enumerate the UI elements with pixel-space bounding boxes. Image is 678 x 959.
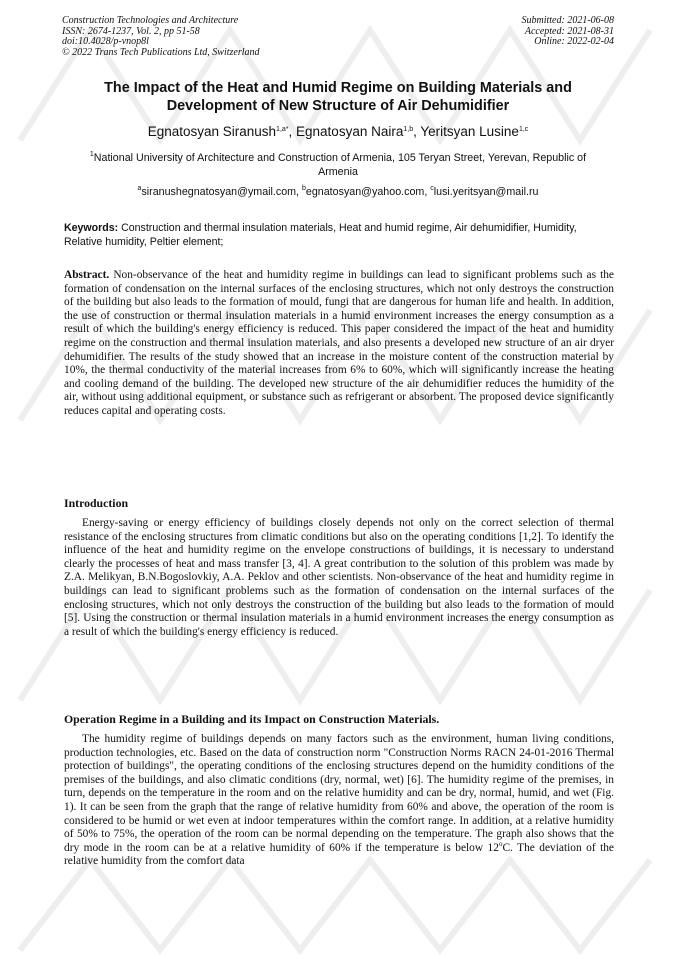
abstract <box>64 269 614 419</box>
author-affiliation-mark: 1,b <box>403 126 414 133</box>
abstract-label: Abstract. <box>64 269 110 281</box>
online-date: Online: 2022-02-04 <box>534 36 614 47</box>
section-heading-introduction: Introduction <box>64 496 129 510</box>
author-affiliation-mark: 1,a* <box>276 126 289 133</box>
author-list <box>62 124 614 140</box>
author-name: Yeritsyan Lusine <box>420 124 519 139</box>
copyright: © 2022 Trans Tech Publications Ltd, Switzerland <box>62 46 260 58</box>
section-heading-operation-regime: Operation Regime in a Building and its Impact on Construction Materials. <box>64 712 440 726</box>
accepted-date: Accepted: 2021-08-31 <box>524 25 614 37</box>
author-emails <box>62 185 614 199</box>
author-affiliation-mark: 1,c <box>518 126 529 133</box>
author-separator: , <box>413 124 421 139</box>
email-separator: , <box>296 186 302 198</box>
email-mark: a <box>137 185 142 192</box>
email-mark: c <box>430 185 434 192</box>
author-name: Egnatosyan Siranush <box>147 124 277 139</box>
degree-sign: o <box>498 839 503 848</box>
email-link[interactable]: egnatosyan@yahoo.com <box>305 186 425 198</box>
keywords-text: Construction and thermal insulation materials, Heat and humid regime, Air dehumidifier, Humidity, Relative humidity, Peltier element; <box>64 222 577 248</box>
affiliation <box>72 151 604 179</box>
abstract-text: Non-observance of the heat and humidity regime in buildings can lead to significant problems such as the formation of condensation on the internal surfaces of the enclosing structures, which not only destroys the construction of the building but also leads to the formation of mould, fungi that are dangerous for human life and health. In addition, the use of construction or thermal insulation materials in a humid environment increases the energy consumption as a result of which the building's energy efficiency is reduced. This paper considered the impact of the heat and humidity regime on the construction and thermal insulation materials, and also presents a developed new structure of an air dryer dehumidifier. The results of the study showed that an increase in the moisture content of the construction material by 10%, the thermal conductivity of the material increases from 6% to 60%, which will significantly increase the heating and cooling demand of the building. The developed new structure of the air dehumidifier reduces the humidity of the air, without using additional equipment, or substance such as refrigerant or absorbent. The proposed device significantly reduces capital and operating costs. <box>64 269 614 417</box>
publication-dates <box>522 16 615 48</box>
operation-text-part1: The humidity regime of buildings depends on many factors such as the environment, human living conditions, production technologies, etc. Based on the data of construction norm "Construction Norms RACN 24-01-2016 Thermal protection of buildings", the operating conditions of the enclosing structures depend on the humidity conditions of the premises of the buildings, and also climatic conditions (dry, normal, wet) [6]. The humidity regime of the premises, in turn, depends on the temperature in the room and on the relative humidity and can be dry, normal, humid, and wet (Fig. 1). It can be seen from the graph that the range of relative humidity from 60% and above, the operation of the room is considered to be humid or wet even at indoor temperatures within the comfort range. In addition, at a relative humidity of 50% to 75%, the operation of the room can be normal depending on the temperature. The graph also shows that the dry mode in the room can be at a relative humidity of 60% if the temperature is below 12 <box>64 733 614 854</box>
affiliation-mark: 1 <box>89 151 94 158</box>
email-link[interactable]: siranushegnatosyan@ymail.com <box>141 186 297 198</box>
journal-header <box>62 16 260 58</box>
introduction-paragraph: Energy-saving or energy efficiency of buildings closely depends not only on the correct selection of thermal resistance of the enclosing structures from climatic conditions but also on the operating conditions [1,2]. To identify the influence of the heat and humidity regime on the envelope constructions of buildings, it is necessary to understand clearly the processes of heat and mass transfer [3, 4]. A great contribution to the solution of this problem was made by Z.A. Melikyan, B.N.Bogoslovkiy, A.A. Peklov and other scientists. Non-observance of the heat and humidity regime in buildings can lead to significant problems such as the formation of condensation on the internal surfaces of the enclosing structures, which not only destroys the construction of the building but also leads to the formation of mould [5]. Using the construction or thermal insulation materials in a humid environment increases the energy consumption as a result of which the building's energy efficiency is reduced. <box>64 517 614 638</box>
email-link[interactable]: lusi.yeritsyan@mail.ru <box>433 186 539 198</box>
keywords <box>64 222 614 249</box>
journal-name: Construction Technologies and Architecture <box>62 15 239 26</box>
paper-title: The Impact of the Heat and Humid Regime on Building Materials and Development of New Structure of Air Dehumidifier <box>104 80 572 114</box>
operation-text-part2: C. The deviation of the relative humidity from the comfort data <box>64 841 614 868</box>
submitted-date: Submitted: 2021-06-08 <box>521 15 614 26</box>
email-separator: , <box>424 186 431 198</box>
email-mark: b <box>302 185 306 192</box>
issn-volume: ISSN: 2674-1237, Vol. 2, pp 51-58 <box>62 25 200 37</box>
operation-regime-paragraph <box>64 733 614 869</box>
author-separator: , <box>288 124 297 139</box>
author-name: Egnatosyan Naira <box>296 124 404 139</box>
keywords-label: Keywords: <box>64 222 119 234</box>
affiliation-text: National University of Architecture and Construction of Armenia, 105 Teryan Street, Yerevan, Republic of Armenia <box>93 152 587 178</box>
doi: doi:10.4028/p-vnop8l <box>62 36 149 47</box>
